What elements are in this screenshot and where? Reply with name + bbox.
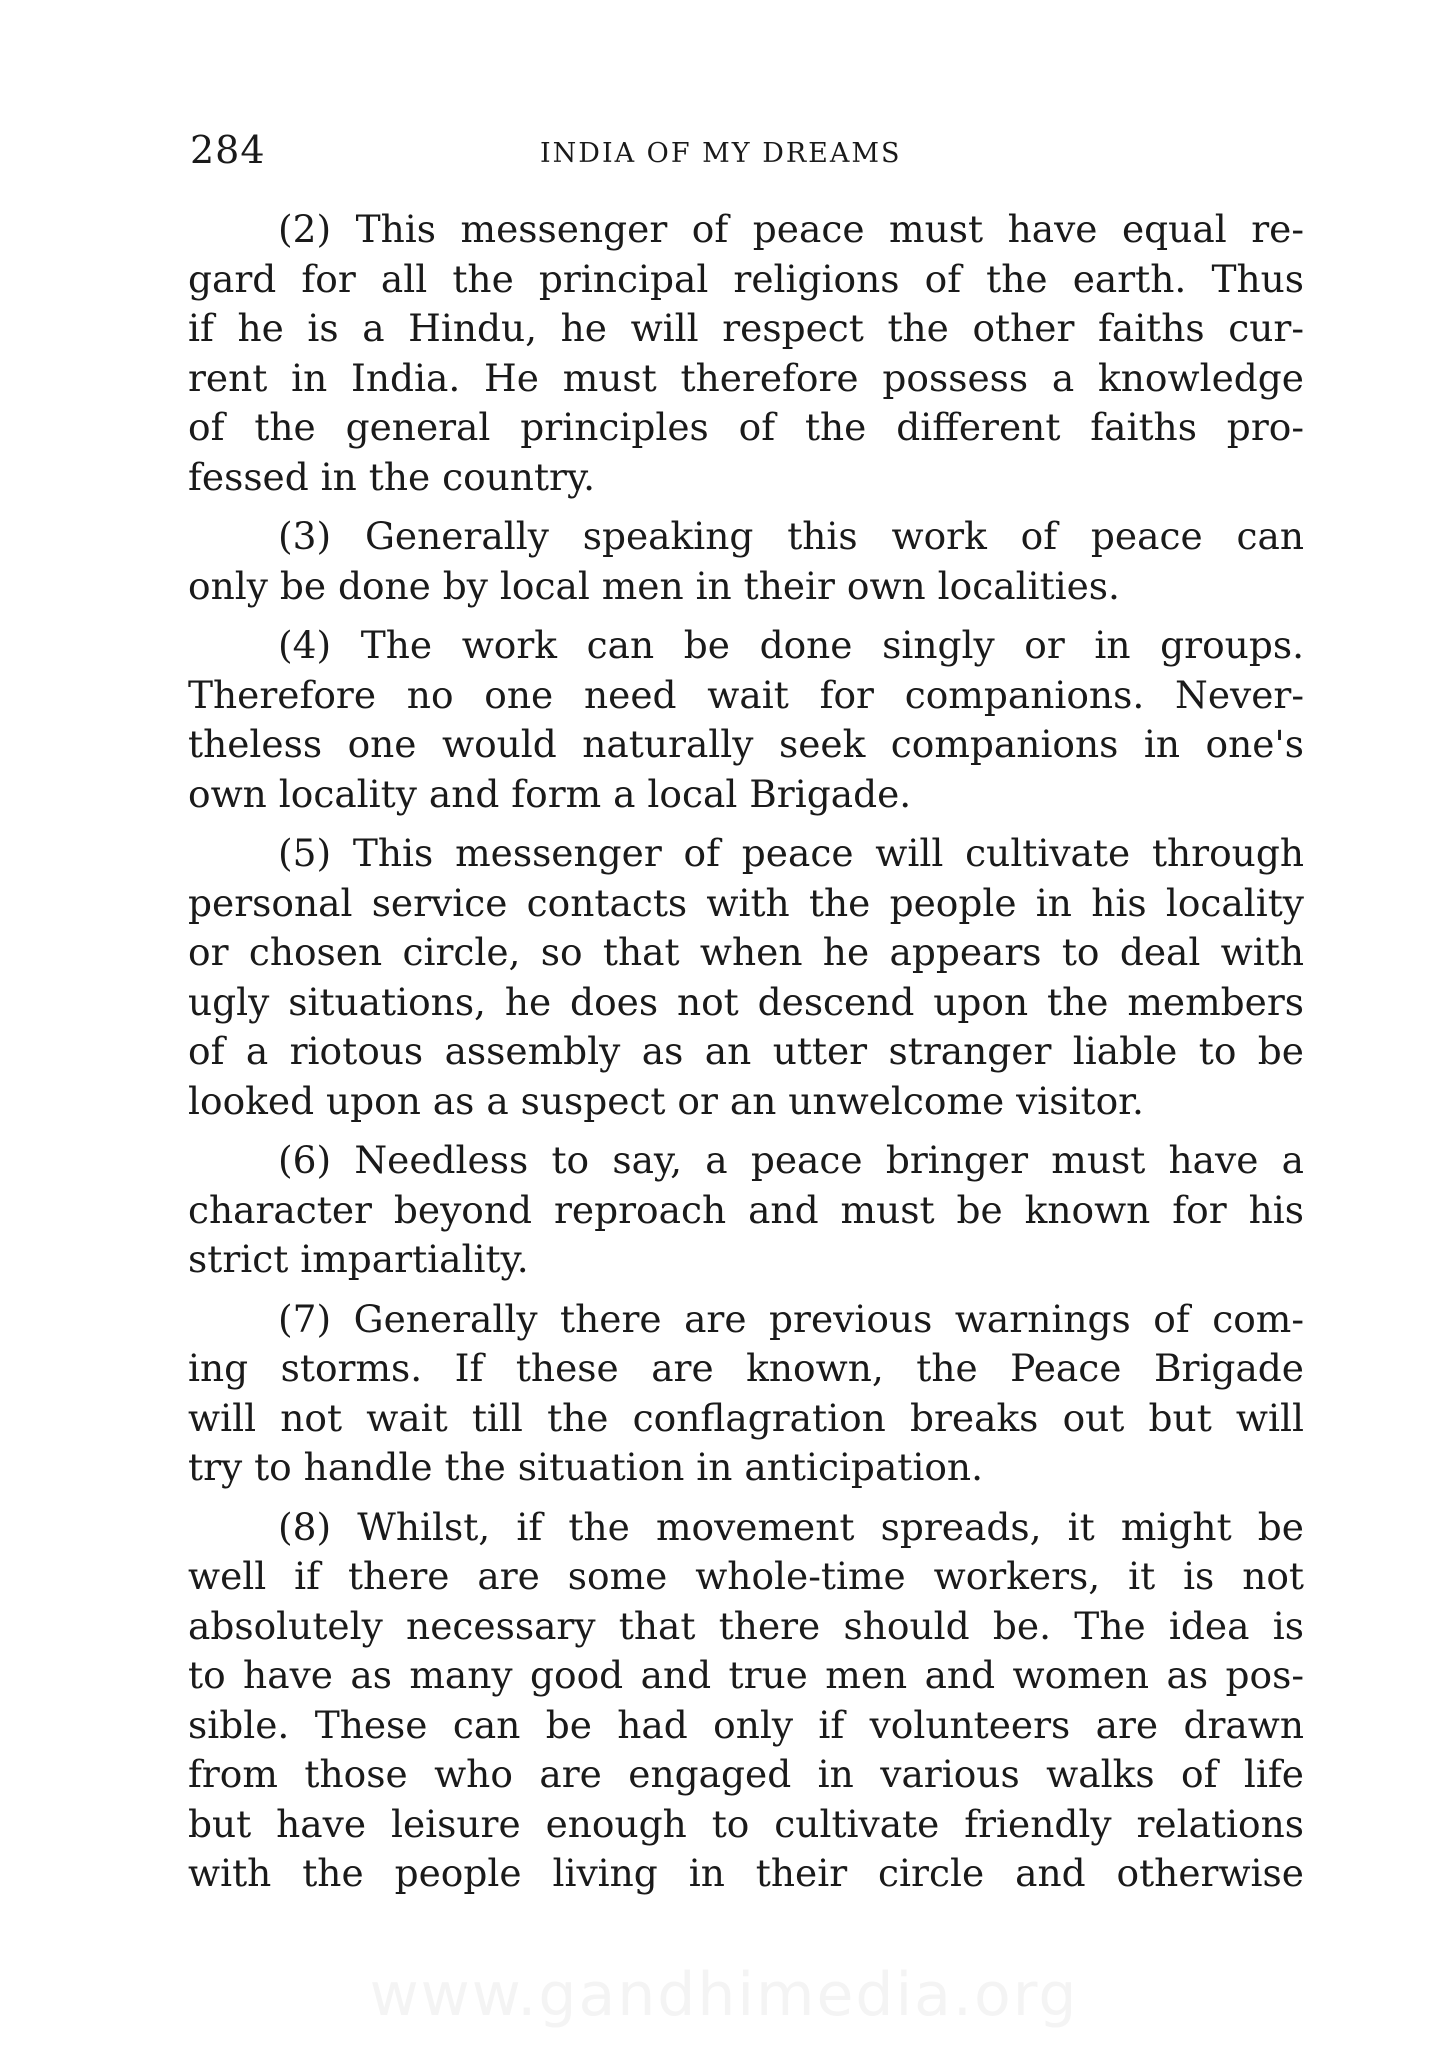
text-line: character beyond reproach and must be known for his — [188, 1187, 1304, 1232]
paragraph — [188, 621, 1304, 819]
paragraph — [188, 1503, 1304, 1899]
text-line: gard for all the principal religions of the earth. Thus — [188, 256, 1304, 301]
text-line: will not wait till the conflagration breaks out but will — [188, 1395, 1304, 1440]
text-line: of the general principles of the different faiths pro- — [188, 405, 1304, 449]
text-line: of a riotous assembly as an utter stranger liable to be — [188, 1029, 1304, 1073]
text-line: fessed in the country. — [188, 454, 596, 499]
paragraph — [188, 512, 1304, 611]
paragraph — [188, 1295, 1304, 1493]
text-line: if he is a Hindu, he will respect the other faiths cur- — [188, 306, 1304, 350]
text-line: strict impartiality. — [188, 1237, 529, 1281]
text-line: theless one would naturally seek companions in one's — [188, 722, 1304, 766]
text-line: well if there are some whole-time workers, it is not — [188, 1554, 1304, 1598]
paragraph — [188, 205, 1304, 502]
text-line: looked upon as a suspect or an unwelcome visitor. — [188, 1078, 1144, 1123]
text-line: but have leisure enough to cultivate friendly relations — [188, 1801, 1304, 1846]
text-line: personal service contacts with the people in his locality — [188, 880, 1304, 925]
text-line: sible. These can be had only if volunteers are drawn — [188, 1702, 1304, 1747]
text-line: absolutely necessary that there should be. The idea is — [188, 1603, 1304, 1648]
text-line: (3) Generally speaking this work of peace can — [278, 514, 1304, 558]
text-line: rent in India. He must therefore possess a knowledge — [188, 355, 1304, 400]
text-line: own locality and form a local Brigade. — [188, 771, 912, 816]
text-line: ugly situations, he does not descend upon the members — [188, 979, 1304, 1024]
text-line: (5) This messenger of peace will cultivate through — [278, 831, 1304, 875]
paragraph — [188, 829, 1304, 1126]
page-number: 284 — [190, 128, 266, 172]
text-line: only be done by local men in their own localities. — [188, 563, 1120, 608]
text-line: to have as many good and true men and women as pos- — [188, 1653, 1304, 1697]
page-header — [190, 128, 1300, 188]
text-line: with the people living in their circle and otherwise — [188, 1851, 1304, 1895]
text-line: (8) Whilst, if the movement spreads, it might be — [278, 1504, 1304, 1549]
text-line: (7) Generally there are previous warnings of com- — [278, 1296, 1304, 1341]
text-line: Therefore no one need wait for companions. Never- — [188, 672, 1304, 717]
text-line: ing storms. If these are known, the Peace Brigade — [188, 1346, 1304, 1390]
text-line: (6) Needless to say, a peace bringer must have a — [278, 1138, 1304, 1182]
text-line: from those who are engaged in various walks of life — [188, 1752, 1304, 1796]
paragraph — [188, 1136, 1304, 1285]
text-line: (4) The work can be done singly or in groups. — [278, 623, 1304, 667]
text-line: try to handle the situation in anticipation. — [188, 1445, 984, 1489]
watermark: www.gandhimedia.org — [369, 1960, 1079, 2030]
text-line: (2) This messenger of peace must have equal re- — [278, 207, 1304, 251]
body-text — [188, 205, 1304, 1909]
text-line: or chosen circle, so that when he appears to deal with — [188, 930, 1304, 974]
running-title: INDIA OF MY DREAMS — [540, 138, 902, 169]
